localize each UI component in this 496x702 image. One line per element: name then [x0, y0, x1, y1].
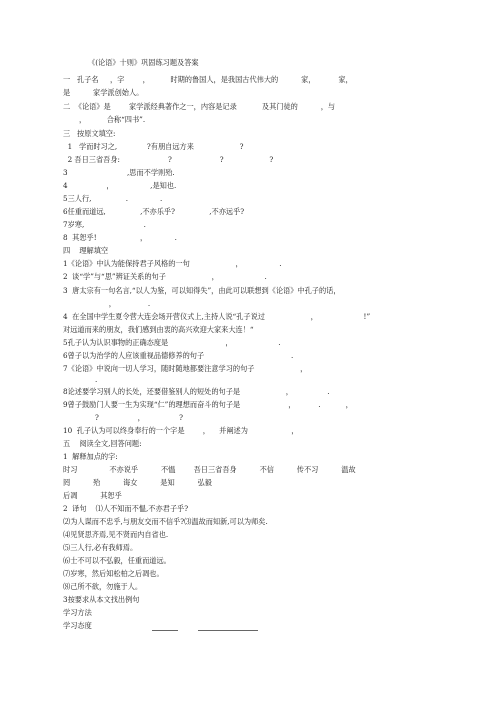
word-list-3: 后凋 其恕乎 — [63, 491, 122, 500]
understand-item-1: 1《论语》中认为能保持君子风格的一句 ， . — [63, 259, 282, 268]
read-item-1: 1 解释加点的字: — [63, 452, 118, 461]
translate-line-7: ⑻己所不欲，勿施于人。 — [63, 582, 143, 591]
understand-item-9-cont: ? ， ? — [63, 413, 183, 422]
understand-item-2: 2 谈“学”与“思”辨证关系的句子 ， . — [63, 272, 267, 281]
section-4-heading: 四 理解填空 — [63, 246, 109, 255]
fill-item-5: 5三人行, . . — [63, 194, 163, 203]
section-5-heading: 五 阅读全文,回答问题: — [63, 439, 142, 448]
understand-item-7: 7《论语》中说向一切人学习，随时随地都要注意学习的句子 ， — [63, 364, 308, 373]
understand-item-4: 4 在全国中学生夏令营大连会场开营仪式上,主持人说“孔子说过 ， !” — [63, 312, 371, 321]
understand-item-5: 5孔子认为认识事物的正确态度是 ， . — [63, 338, 281, 347]
answer-blank-line-2 — [198, 630, 258, 631]
section-3-heading: 三 按原文填空: — [63, 129, 116, 138]
word-list-1: 时习 不亦说乎 不愠 吾日三省吾身 不信 传不习 温故 — [63, 465, 356, 474]
understand-item-4-cont: 对远道而来的朋友，我们感到由衷的高兴欢迎大家来大连！“ — [63, 325, 254, 334]
answer-blank-line-1 — [152, 630, 178, 631]
translate-line-5: ⑹士不可以不弘毅，任重而道远。 — [63, 556, 171, 565]
understand-item-10: 10 孔子认为可以终身奉行的一个字是 ， 并阐述为 ， — [63, 426, 299, 435]
q2-line-2: ， 合称“四书”. — [63, 115, 146, 124]
fill-item-1: 1 学而时习之, ?有朋自远方来 ? — [63, 142, 244, 151]
translate-line-4: ⑸三人行,必有我师焉。 — [63, 543, 138, 552]
q1-line-2: 是 家学派创始人。 — [63, 88, 144, 97]
fill-item-2: 2 吾日三省吾身: ? ? ? — [63, 155, 274, 164]
fill-item-8: 8 其恕乎! ， . — [63, 233, 177, 242]
q1-line-1: 一 孔子名 ，字 ， 时期的鲁国人，是我国古代伟大的 家， 家， — [63, 75, 353, 84]
understand-item-3-cont: ， . — [63, 299, 151, 308]
understand-item-3: 3 唐太宗有一句名言,“以人为鉴，可以知得失”，由此可以联想到《论语》中孔子的话， — [63, 286, 341, 295]
translate-line-6: ⑺岁寒，然后知松柏之后凋也。 — [63, 569, 164, 578]
document-title: 《(论语》十则》巩固练习题及答案 — [88, 58, 199, 67]
fill-item-4: 4 ， ,是知也. — [63, 181, 177, 190]
fill-item-3: 3 ,思而不学则殆. — [63, 168, 175, 177]
understand-item-9: 9曾子鼓励门人要一生为实现“仁”的理想而奋斗的句子是 ， . ， — [63, 400, 353, 409]
translate-item: 2 译句 ⑴人不知而不愠,不亦君子乎? — [63, 504, 189, 513]
translate-line-3: ⑷见贤思齐焉,见不贤而内自省也. — [63, 530, 169, 539]
understand-item-6: 6曾子以为治学的人应该重视品德修养的句子 . — [63, 351, 294, 360]
understand-item-8: 8论述要学习别人的长处，还要借鉴别人的短处的句子是 ， . — [63, 387, 330, 396]
understand-item-7-cont: . — [63, 375, 98, 384]
study-method-label: 学习方法 — [63, 608, 92, 617]
q2-line-1: 二 《论语》是 家学派经典著作之一，内容是记录 及其门徒的 ，与 — [63, 102, 336, 111]
study-attitude-label: 学习态度 — [63, 621, 92, 630]
fill-item-7: 7岁寒, . — [63, 220, 146, 229]
word-list-2: 罔 殆 诲女 是知 弘毅 — [63, 478, 212, 487]
translate-line-2: ⑵为人谋而不忠乎,与朋友交而不信乎?⑶温故而知新,可以为师矣. — [63, 517, 268, 526]
fill-item-6: 6任重而道远, ,不亦乐乎? ,不亦远乎? — [63, 207, 245, 216]
example-heading: 3按要求从本文找出例句 — [63, 595, 140, 604]
